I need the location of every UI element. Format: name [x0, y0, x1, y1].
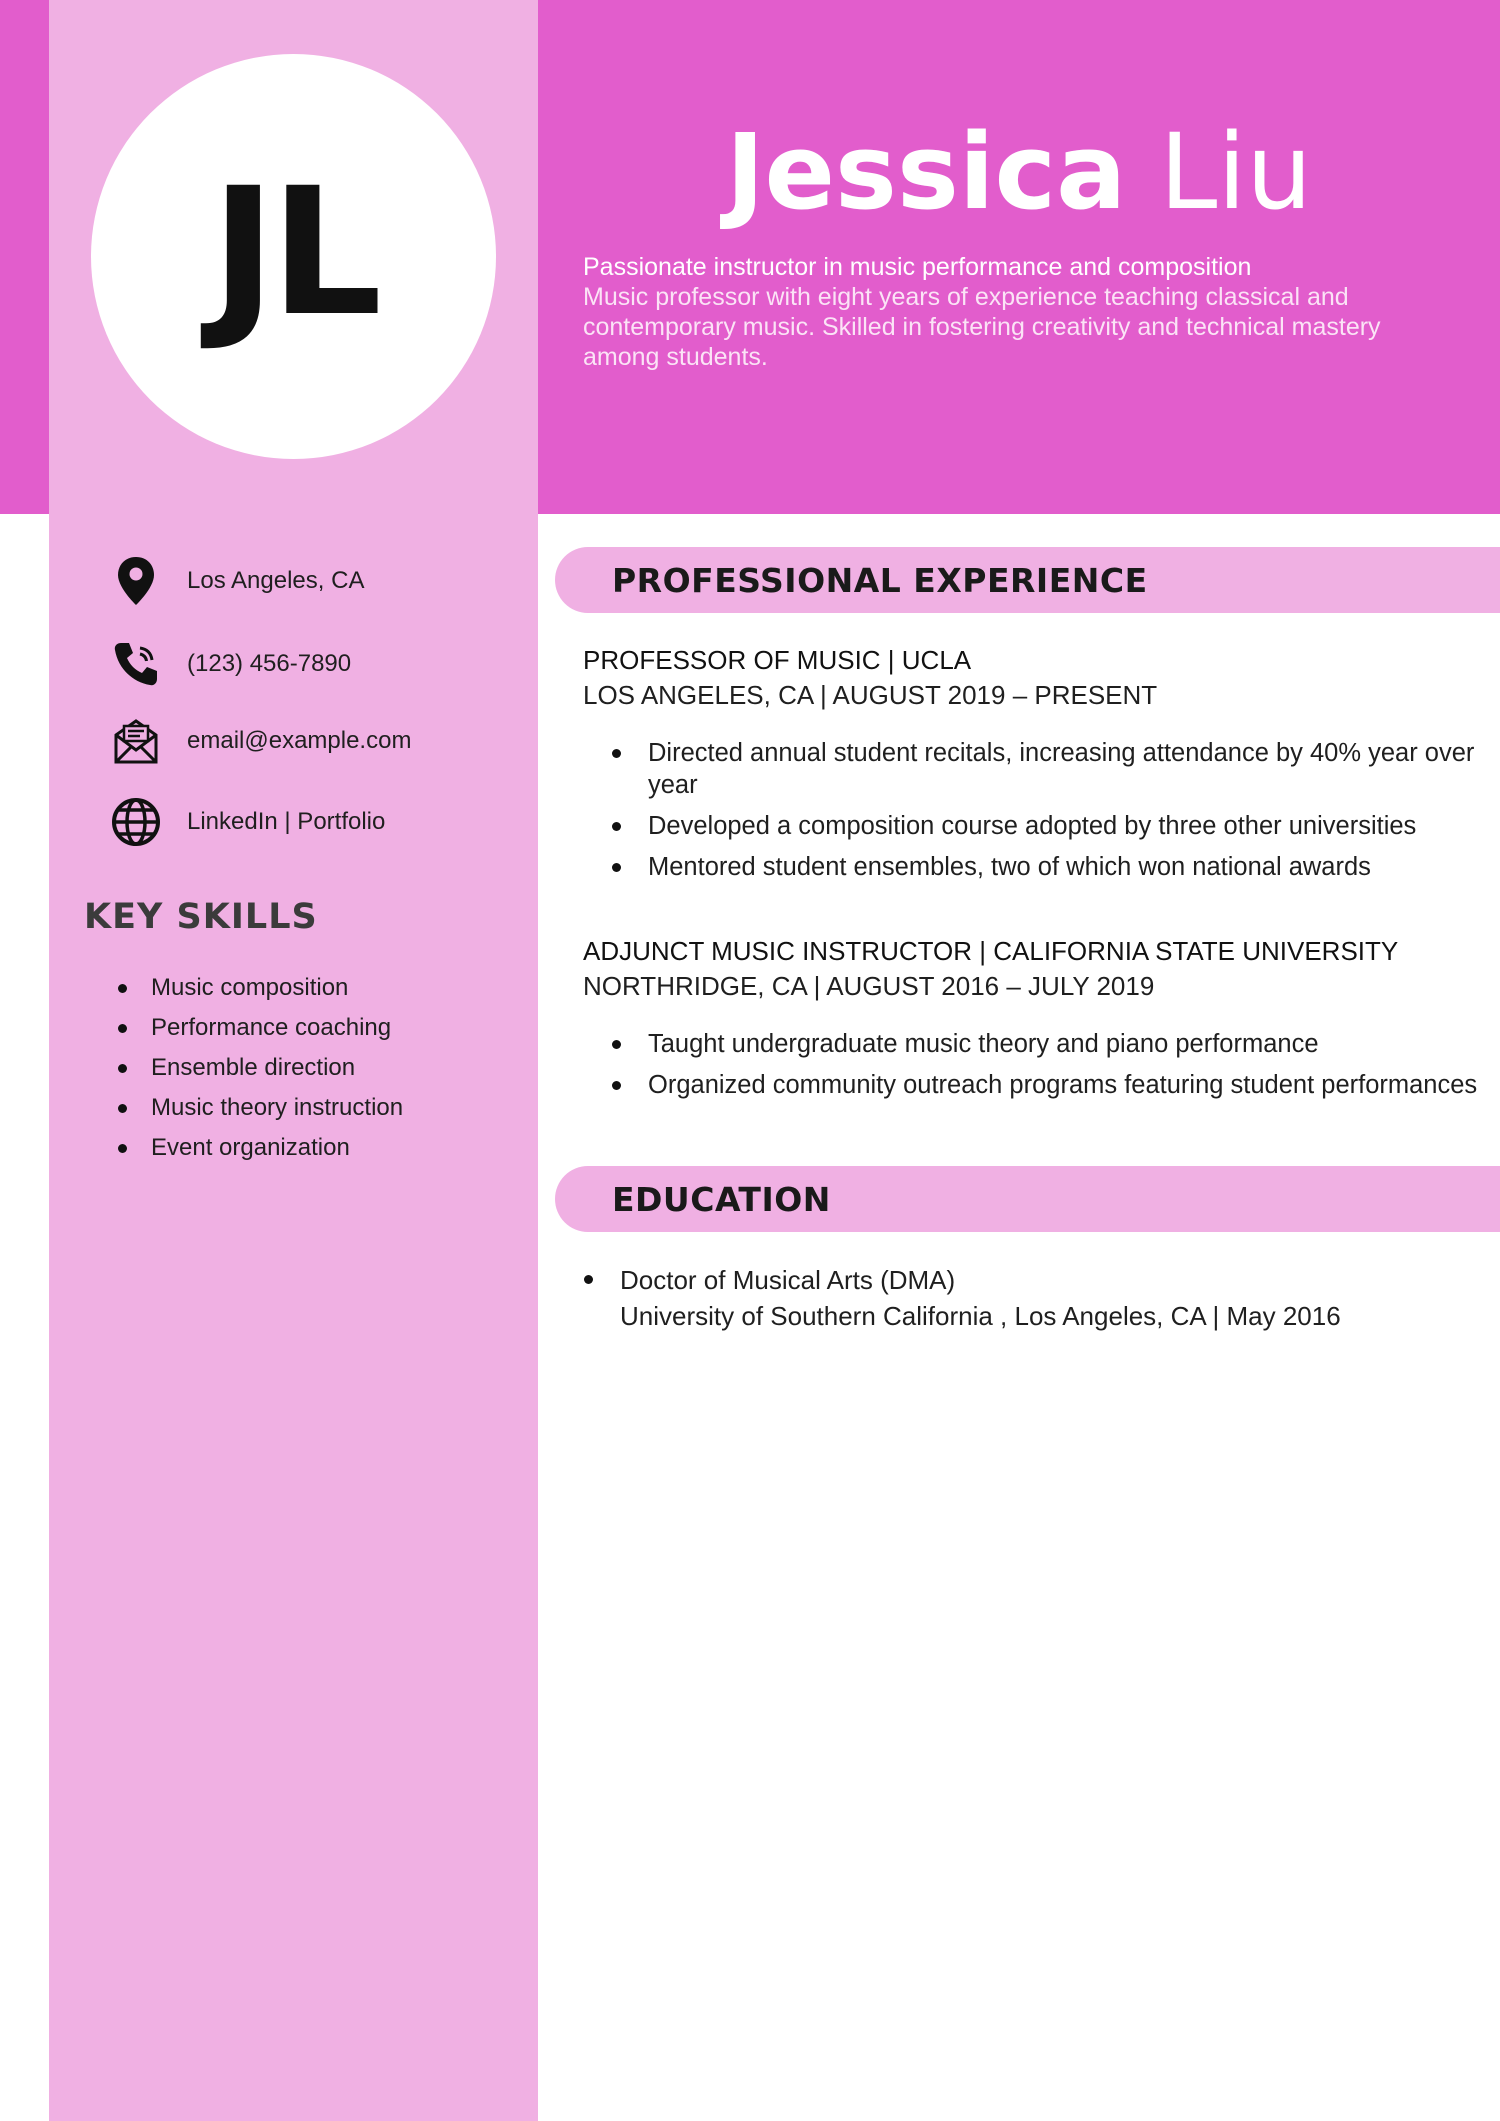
bullet-dot-icon	[118, 1064, 127, 1073]
bullet-dot-icon	[584, 1275, 593, 1284]
education-degree-line	[584, 1262, 1484, 1298]
monogram-avatar	[91, 54, 496, 459]
skill-item: Event organization	[118, 1128, 403, 1168]
bullet-dot-icon	[612, 863, 621, 872]
bullet-dot-icon	[612, 1081, 621, 1090]
job-bullet: Directed annual student recitals, increasing attendance by 40% year over year	[612, 737, 1492, 801]
job-bullet: Mentored student ensembles, two of which won national awards	[612, 851, 1492, 883]
contact-location-text: Los Angeles, CA	[187, 567, 365, 594]
job-bullet: Taught undergraduate music theory and piano performance	[612, 1028, 1492, 1060]
bullet-dot-icon	[612, 822, 621, 831]
candidate-name	[538, 111, 1500, 233]
contact-phone	[110, 636, 530, 692]
contact-web-text[interactable]: LinkedIn | Portfolio	[187, 808, 386, 835]
location-pin-icon	[110, 555, 162, 607]
job-title: ADJUNCT MUSIC INSTRUCTOR | CALIFORNIA STATE UNIVERSITY	[583, 936, 1399, 966]
tagline: Passionate instructor in music performance and composition	[583, 253, 1252, 281]
education-heading: EDUCATION	[612, 1179, 831, 1219]
job-bullets	[612, 737, 1492, 892]
job-bullet: Organized community outreach programs featuring student performances	[612, 1069, 1492, 1101]
education-school: University of Southern California , Los Angeles, CA | May 2016	[620, 1301, 1341, 1331]
first-name: Jessica	[725, 111, 1127, 233]
job-meta: NORTHRIDGE, CA | AUGUST 2016 – JULY 2019	[583, 971, 1155, 1001]
email-icon	[110, 715, 162, 767]
skill-item: Ensemble direction	[118, 1048, 403, 1088]
globe-icon	[110, 796, 162, 848]
bullet-dot-icon	[612, 749, 621, 758]
bullet-dot-icon	[118, 984, 127, 993]
skill-item: Music composition	[118, 968, 403, 1008]
last-name: Liu	[1159, 111, 1313, 233]
education-item	[584, 1262, 1484, 1334]
contact-email[interactable]	[110, 713, 530, 769]
experience-heading: PROFESSIONAL EXPERIENCE	[612, 560, 1148, 600]
job-bullets	[612, 1028, 1492, 1110]
skills-heading: KEY SKILLS	[84, 897, 318, 937]
job-bullet: Developed a composition course adopted by three other universities	[612, 810, 1492, 842]
left-accent-strip	[0, 0, 49, 514]
bullet-dot-icon	[118, 1144, 127, 1153]
bullet-dot-icon	[118, 1104, 127, 1113]
contact-email-text[interactable]: email@example.com	[187, 727, 412, 754]
education-section-header	[555, 1166, 1500, 1232]
bullet-dot-icon	[118, 1024, 127, 1033]
skill-item: Music theory instruction	[118, 1088, 403, 1128]
monogram-initials: JL	[210, 149, 377, 355]
contact-phone-text: (123) 456-7890	[187, 650, 352, 677]
job-meta: LOS ANGELES, CA | AUGUST 2019 – PRESENT	[583, 680, 1158, 710]
summary: Music professor with eight years of experience teaching classical and contemporary music. Skilled in fostering creativity and technical mastery among students.	[583, 283, 1381, 371]
contact-web[interactable]	[110, 794, 530, 850]
experience-section-header	[555, 547, 1500, 613]
contact-location	[110, 553, 530, 609]
job-title: PROFESSOR OF MUSIC | UCLA	[583, 645, 972, 675]
skills-list	[118, 968, 403, 1168]
education-degree: Doctor of Musical Arts (DMA)	[620, 1265, 956, 1295]
phone-icon	[110, 638, 162, 690]
bullet-dot-icon	[612, 1040, 621, 1049]
skill-item: Performance coaching	[118, 1008, 403, 1048]
